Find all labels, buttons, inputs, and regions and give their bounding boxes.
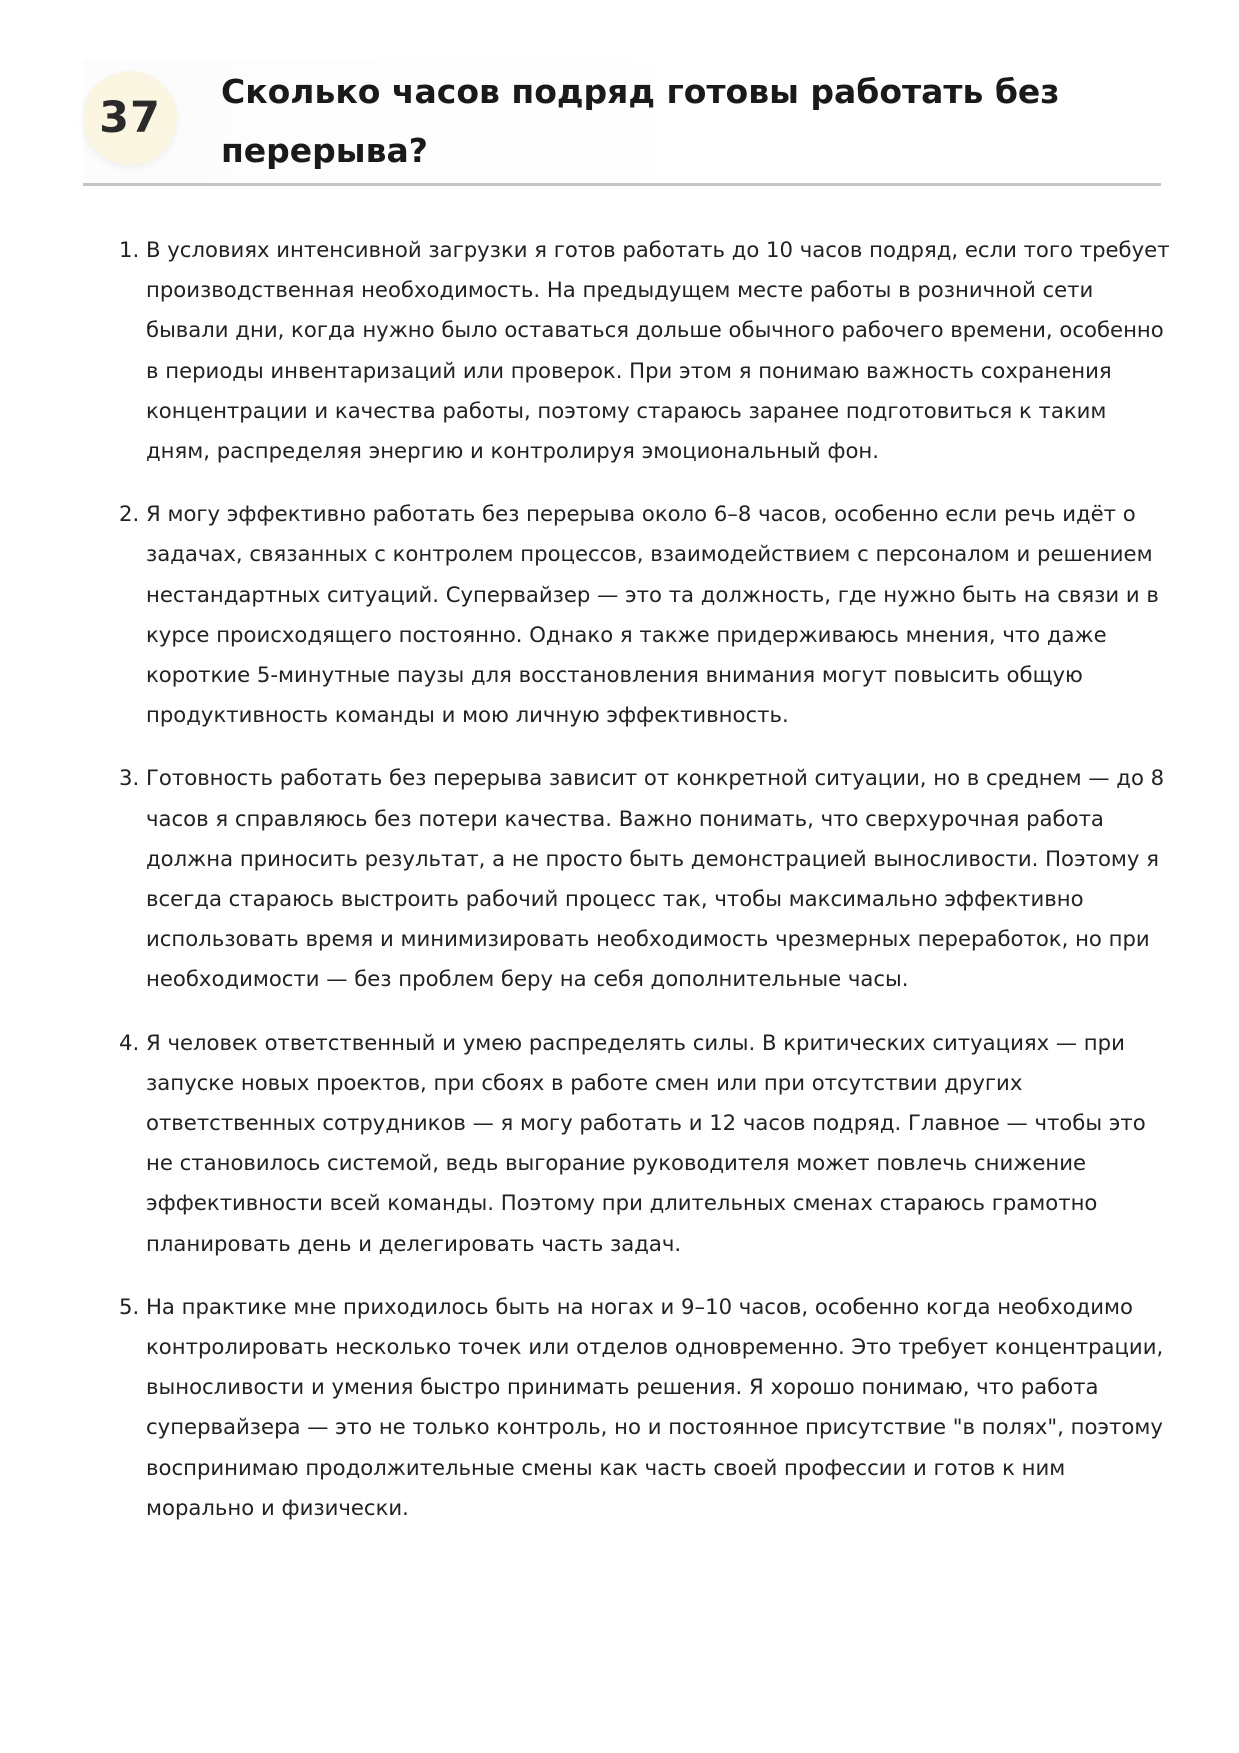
answer-text: Готовность работать без перерыва зависит от конкретной ситуации, но в среднем — до 8 часов я справляюсь без потери качества. Важно понимать, что сверхурочная работа должна приносить результат, а не просто быть демонстрацией выносливости. Поэтому я всегда стараюсь выстроить рабочий процесс так, чтобы максимально эффективно использовать время и минимизировать необходимость чрезмерных переработок, но при необходимости — без проблем беру на себя дополнительные часы. (146, 765, 1165, 992)
answer-text: В условиях интенсивной загрузки я готов работать до 10 часов подряд, если того требует производственная необходимость. На предыдущем месте работы в розничной сети бывали дни, когда нужно было оставаться дольше обычного рабочего времени, особенно в периоды инвентаризаций или проверок. При этом я понимаю важность сохранения концентрации и качества работы, поэтому стараюсь заранее подготовиться к таким дням, распределяя энергию и контролируя эмоциональный фон. (146, 237, 1170, 464)
question-header (83, 60, 1161, 186)
answer-item (105, 758, 1170, 999)
answer-text: Я могу эффективно работать без перерыва около 6–8 часов, особенно если речь идёт о задачах, связанных с контролем процессов, взаимодействием с персоналом и решением нестандартных ситуаций. Супервайзер — это та должность, где нужно быть на связи и в курсе происходящего постоянно. Однако я также придерживаюсь мнения, что даже короткие 5-минутные паузы для восстановления внимания могут повысить общую продуктивность команды и мою личную эффективность. (146, 501, 1159, 728)
answer-number: 1. (119, 237, 140, 262)
question-number-badge: 37 (83, 71, 177, 165)
answers-list (105, 230, 1170, 1551)
answer-number: 3. (119, 765, 140, 791)
answer-number: 4. (119, 1029, 140, 1055)
answer-item (105, 1287, 1170, 1528)
answer-item (105, 494, 1170, 735)
answer-item (105, 1023, 1170, 1264)
answer-text: Я человек ответственный и умею распределять силы. В критических ситуациях — при запуске новых проектов, при сбоях в работе смен или при отсутствии других ответственных сотрудников — я могу работать и 12 часов подряд. Главное — чтобы это не становилось системой, ведь выгорание руководителя может повлечь снижение эффективности всей команды. Поэтому при длительных сменах стараюсь грамотно планировать день и делегировать часть задач. (146, 1029, 1146, 1256)
answer-text: На практике мне приходилось быть на ногах и 9–10 часов, особенно когда необходимо контролировать несколько точек или отделов одновременно. Это требует концентрации, выносливости и умения быстро принимать решения. Я хорошо понимаю, что работа супервайзера — это не только контроль, но и постоянное присутствие "в полях", поэтому воспринимаю продолжительные смены как часть своей профессии и готов к ним морально и физически. (146, 1293, 1164, 1520)
answer-item (105, 230, 1170, 471)
question-title: Сколько часов подряд готовы работать без перерыва? (221, 72, 1060, 170)
answer-number: 5. (119, 1293, 140, 1319)
answer-number: 2. (119, 501, 140, 527)
